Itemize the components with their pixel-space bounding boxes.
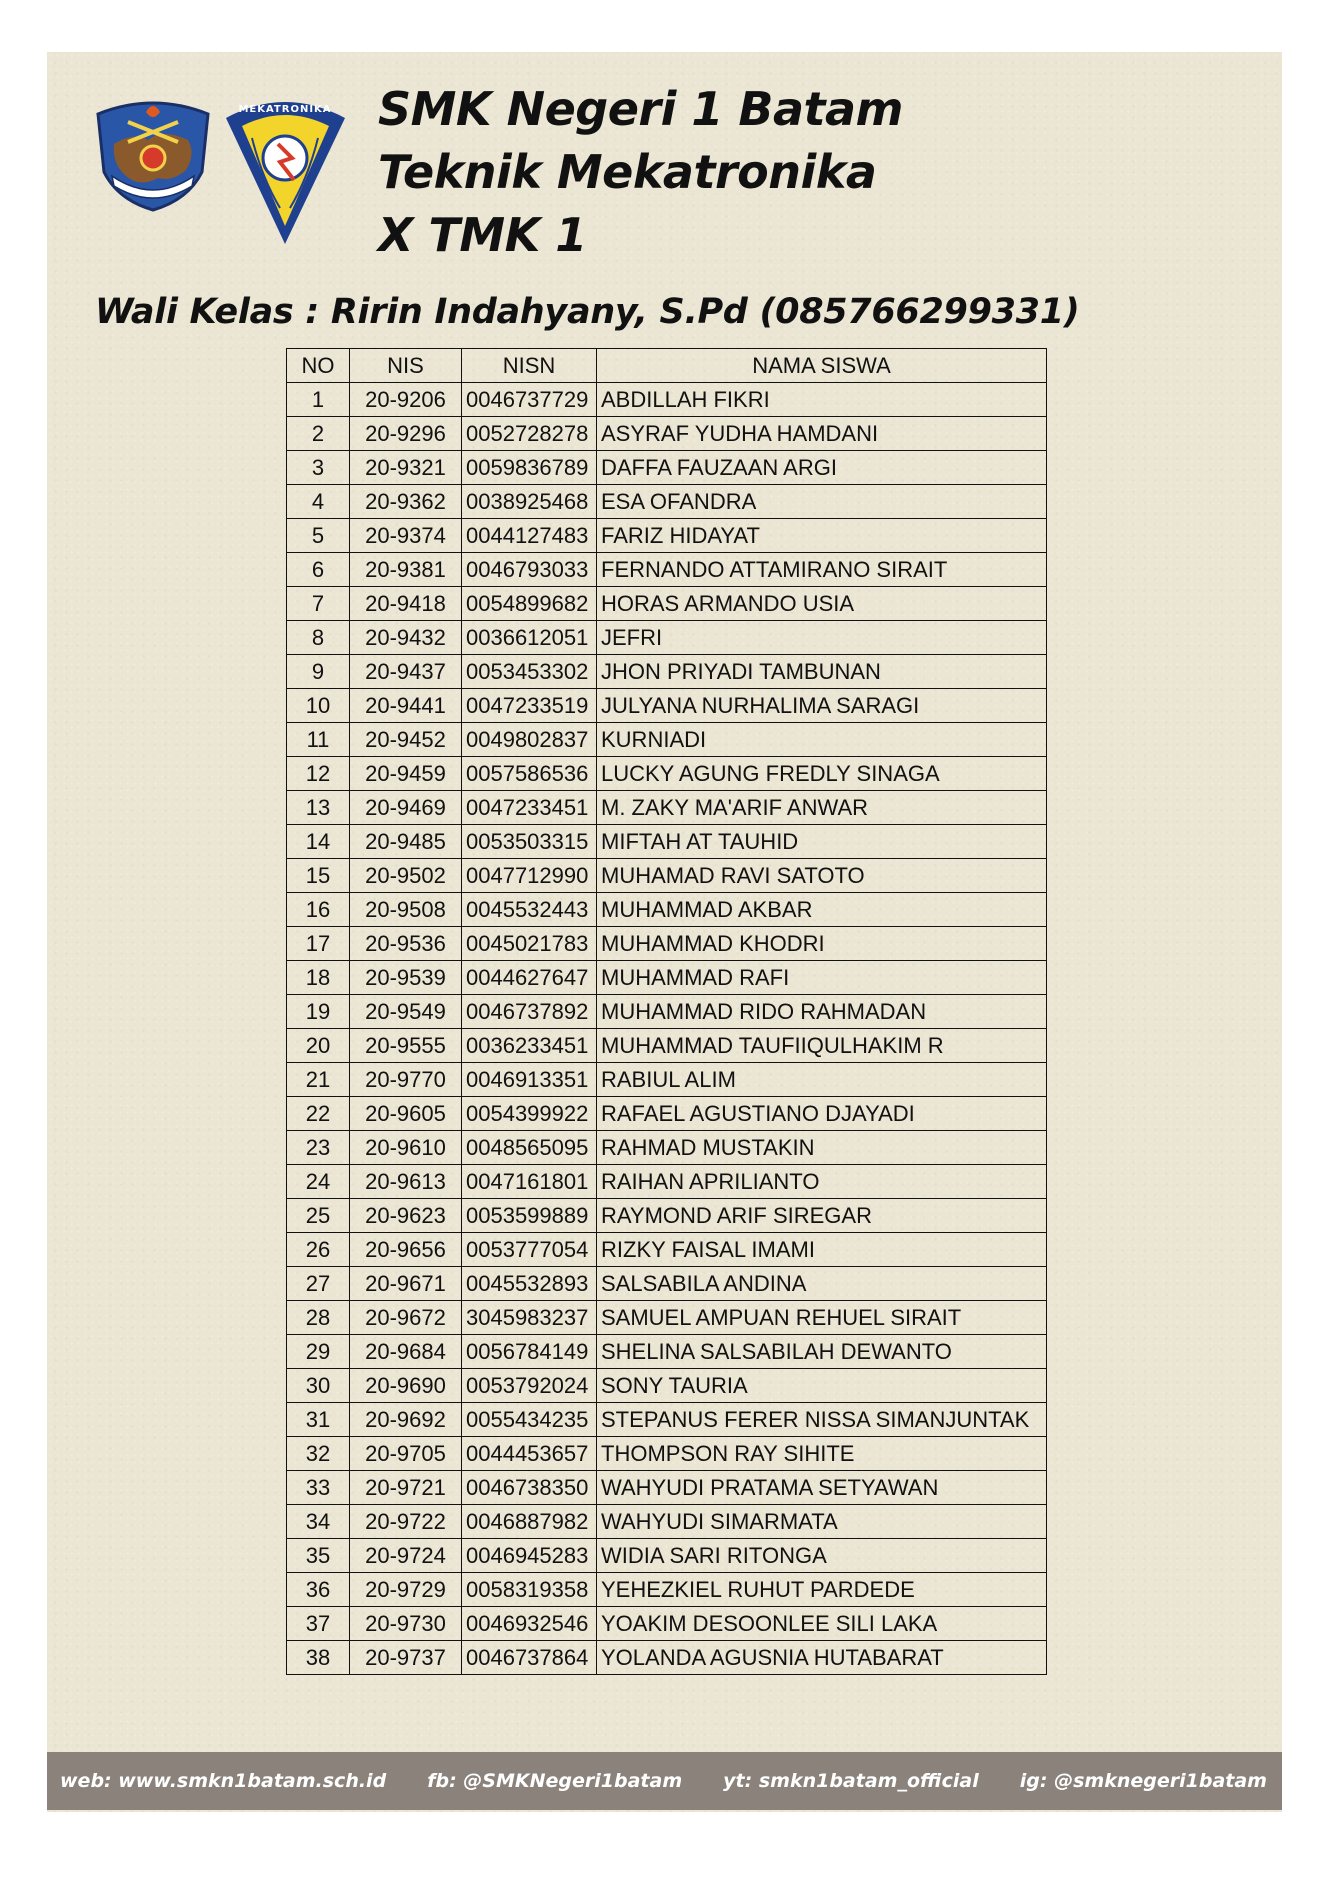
table-row: [287, 1097, 1047, 1131]
header-nisn: NISN: [462, 349, 597, 383]
cell-nisn: 0047712990: [462, 859, 597, 893]
cell-no: 13: [287, 791, 350, 825]
cell-nis: 20-9536: [350, 927, 462, 961]
cell-nisn: 0045021783: [462, 927, 597, 961]
cell-no: 23: [287, 1131, 350, 1165]
table-row: [287, 1301, 1047, 1335]
footer-bar: [47, 1752, 1282, 1810]
table-row: [287, 587, 1047, 621]
cell-nama-siswa: SONY TAURIA: [597, 1369, 1047, 1403]
table-row: [287, 1573, 1047, 1607]
cell-no: 6: [287, 553, 350, 587]
cell-nis: 20-9441: [350, 689, 462, 723]
cell-nama-siswa: ESA OFANDRA: [597, 485, 1047, 519]
cell-nama-siswa: MUHAMMAD KHODRI: [597, 927, 1047, 961]
cell-no: 27: [287, 1267, 350, 1301]
cell-nama-siswa: MUHAMMAD RIDO RAHMADAN: [597, 995, 1047, 1029]
cell-nis: 20-9555: [350, 1029, 462, 1063]
table-row: [287, 451, 1047, 485]
cell-nama-siswa: SAMUEL AMPUAN REHUEL SIRAIT: [597, 1301, 1047, 1335]
table-row: [287, 757, 1047, 791]
cell-nis: 20-9362: [350, 485, 462, 519]
table-row: [287, 1165, 1047, 1199]
table-row: [287, 961, 1047, 995]
cell-nama-siswa: SALSABILA ANDINA: [597, 1267, 1047, 1301]
cell-nis: 20-9724: [350, 1539, 462, 1573]
cell-nama-siswa: RAYMOND ARIF SIREGAR: [597, 1199, 1047, 1233]
table-row: [287, 1403, 1047, 1437]
cell-nisn: 0059836789: [462, 451, 597, 485]
cell-no: 24: [287, 1165, 350, 1199]
svg-text:MEKATRONIKA: MEKATRONIKA: [238, 104, 332, 115]
cell-nisn: 0036233451: [462, 1029, 597, 1063]
table-row: [287, 791, 1047, 825]
cell-nis: 20-9374: [350, 519, 462, 553]
footer-facebook-link[interactable]: fb: @SMKNegeri1batam: [427, 1770, 683, 1792]
cell-nisn: 0044453657: [462, 1437, 597, 1471]
cell-nis: 20-9672: [350, 1301, 462, 1335]
cell-nis: 20-9539: [350, 961, 462, 995]
table-row: [287, 417, 1047, 451]
table-row: [287, 485, 1047, 519]
cell-nisn: 0049802837: [462, 723, 597, 757]
cell-nis: 20-9722: [350, 1505, 462, 1539]
table-row: [287, 1029, 1047, 1063]
table-row: [287, 383, 1047, 417]
cell-nis: 20-9459: [350, 757, 462, 791]
table-row: [287, 1369, 1047, 1403]
cell-nisn: 0046887982: [462, 1505, 597, 1539]
cell-nama-siswa: JULYANA NURHALIMA SARAGI: [597, 689, 1047, 723]
cell-no: 3: [287, 451, 350, 485]
table-row: [287, 655, 1047, 689]
cell-no: 8: [287, 621, 350, 655]
cell-nis: 20-9737: [350, 1641, 462, 1675]
cell-nisn: 0046737892: [462, 995, 597, 1029]
cell-nis: 20-9705: [350, 1437, 462, 1471]
cell-nama-siswa: SHELINA SALSABILAH DEWANTO: [597, 1335, 1047, 1369]
table-row: [287, 825, 1047, 859]
cell-no: 5: [287, 519, 350, 553]
cell-no: 38: [287, 1641, 350, 1675]
cell-no: 12: [287, 757, 350, 791]
header-nis: NIS: [350, 349, 462, 383]
cell-nisn: 0045532893: [462, 1267, 597, 1301]
cell-nis: 20-9296: [350, 417, 462, 451]
cell-nisn: 0047233451: [462, 791, 597, 825]
cell-nama-siswa: MUHAMMAD AKBAR: [597, 893, 1047, 927]
cell-nisn: 0047233519: [462, 689, 597, 723]
cell-nama-siswa: RAHMAD MUSTAKIN: [597, 1131, 1047, 1165]
cell-nama-siswa: JEFRI: [597, 621, 1047, 655]
cell-no: 9: [287, 655, 350, 689]
cell-nama-siswa: FARIZ HIDAYAT: [597, 519, 1047, 553]
header-nama-siswa: NAMA SISWA: [597, 349, 1047, 383]
table-row: [287, 1607, 1047, 1641]
cell-nisn: 0036612051: [462, 621, 597, 655]
cell-nama-siswa: RIZKY FAISAL IMAMI: [597, 1233, 1047, 1267]
table-row: [287, 1471, 1047, 1505]
class-name: X TMK 1: [378, 208, 587, 262]
cell-nama-siswa: ABDILLAH FIKRI: [597, 383, 1047, 417]
table-row: [287, 859, 1047, 893]
table-row: [287, 1267, 1047, 1301]
cell-no: 29: [287, 1335, 350, 1369]
cell-nis: 20-9418: [350, 587, 462, 621]
cell-nisn: 0053792024: [462, 1369, 597, 1403]
cell-no: 20: [287, 1029, 350, 1063]
cell-nis: 20-9729: [350, 1573, 462, 1607]
cell-nama-siswa: HORAS ARMANDO USIA: [597, 587, 1047, 621]
cell-no: 19: [287, 995, 350, 1029]
cell-nisn: 0053503315: [462, 825, 597, 859]
cell-nisn: 0048565095: [462, 1131, 597, 1165]
table-row: [287, 1063, 1047, 1097]
cell-nis: 20-9770: [350, 1063, 462, 1097]
cell-nis: 20-9206: [350, 383, 462, 417]
cell-nama-siswa: KURNIADI: [597, 723, 1047, 757]
cell-nisn: 0046737864: [462, 1641, 597, 1675]
table-row: [287, 519, 1047, 553]
cell-no: 35: [287, 1539, 350, 1573]
homeroom-teacher: Wali Kelas : Ririn Indahyany, S.Pd (085766299331): [95, 292, 1080, 332]
table-row: [287, 689, 1047, 723]
cell-nama-siswa: YEHEZKIEL RUHUT PARDEDE: [597, 1573, 1047, 1607]
cell-nis: 20-9721: [350, 1471, 462, 1505]
cell-no: 7: [287, 587, 350, 621]
cell-no: 1: [287, 383, 350, 417]
table-row: [287, 1199, 1047, 1233]
cell-nama-siswa: MUHAMAD RAVI SATOTO: [597, 859, 1047, 893]
cell-no: 34: [287, 1505, 350, 1539]
cell-no: 31: [287, 1403, 350, 1437]
school-logo: [88, 92, 218, 212]
cell-nama-siswa: YOAKIM DESOONLEE SILI LAKA: [597, 1607, 1047, 1641]
cell-nama-siswa: MIFTAH AT TAUHID: [597, 825, 1047, 859]
cell-nisn: 0046737729: [462, 383, 597, 417]
cell-nis: 20-9381: [350, 553, 462, 587]
cell-nisn: 0047161801: [462, 1165, 597, 1199]
cell-nisn: 0044127483: [462, 519, 597, 553]
cell-no: 36: [287, 1573, 350, 1607]
footer-youtube-link[interactable]: yt: smkn1batam_official: [723, 1770, 979, 1792]
cell-nama-siswa: YOLANDA AGUSNIA HUTABARAT: [597, 1641, 1047, 1675]
cell-nis: 20-9605: [350, 1097, 462, 1131]
cell-nisn: 0046913351: [462, 1063, 597, 1097]
cell-nama-siswa: RAIHAN APRILIANTO: [597, 1165, 1047, 1199]
mekatronika-logo: [218, 88, 353, 248]
cell-no: 21: [287, 1063, 350, 1097]
cell-nama-siswa: RAFAEL AGUSTIANO DJAYADI: [597, 1097, 1047, 1131]
table-row: [287, 1131, 1047, 1165]
cell-nis: 20-9432: [350, 621, 462, 655]
cell-nisn: 0054399922: [462, 1097, 597, 1131]
cell-nis: 20-9502: [350, 859, 462, 893]
cell-nis: 20-9684: [350, 1335, 462, 1369]
table-row: [287, 1641, 1047, 1675]
table-row: [287, 995, 1047, 1029]
student-table: [286, 348, 1047, 1675]
cell-nis: 20-9549: [350, 995, 462, 1029]
cell-nisn: 0054899682: [462, 587, 597, 621]
cell-nisn: 0046932546: [462, 1607, 597, 1641]
cell-nama-siswa: LUCKY AGUNG FREDLY SINAGA: [597, 757, 1047, 791]
cell-nisn: 0053599889: [462, 1199, 597, 1233]
cell-nama-siswa: ASYRAF YUDHA HAMDANI: [597, 417, 1047, 451]
cell-no: 28: [287, 1301, 350, 1335]
header-no: NO: [287, 349, 350, 383]
cell-nis: 20-9437: [350, 655, 462, 689]
department-name: Teknik Mekatronika: [378, 145, 877, 199]
cell-no: 33: [287, 1471, 350, 1505]
cell-no: 11: [287, 723, 350, 757]
table-row: [287, 621, 1047, 655]
cell-no: 26: [287, 1233, 350, 1267]
cell-nis: 20-9613: [350, 1165, 462, 1199]
cell-no: 22: [287, 1097, 350, 1131]
table-row: [287, 1233, 1047, 1267]
table-row: [287, 927, 1047, 961]
cell-nis: 20-9469: [350, 791, 462, 825]
cell-nama-siswa: M. ZAKY MA'ARIF ANWAR: [597, 791, 1047, 825]
cell-nis: 20-9671: [350, 1267, 462, 1301]
cell-nisn: 0055434235: [462, 1403, 597, 1437]
table-row: [287, 723, 1047, 757]
cell-no: 2: [287, 417, 350, 451]
cell-no: 15: [287, 859, 350, 893]
cell-nisn: 0046945283: [462, 1539, 597, 1573]
cell-nama-siswa: WIDIA SARI RITONGA: [597, 1539, 1047, 1573]
cell-nisn: 0053777054: [462, 1233, 597, 1267]
cell-nisn: 0058319358: [462, 1573, 597, 1607]
cell-nis: 20-9321: [350, 451, 462, 485]
cell-nisn: 0056784149: [462, 1335, 597, 1369]
cell-no: 4: [287, 485, 350, 519]
table-row: [287, 553, 1047, 587]
cell-nama-siswa: MUHAMMAD RAFI: [597, 961, 1047, 995]
cell-no: 18: [287, 961, 350, 995]
cell-nis: 20-9690: [350, 1369, 462, 1403]
cell-no: 37: [287, 1607, 350, 1641]
cell-nis: 20-9692: [350, 1403, 462, 1437]
cell-nisn: 0046738350: [462, 1471, 597, 1505]
cell-nis: 20-9452: [350, 723, 462, 757]
cell-nama-siswa: THOMPSON RAY SIHITE: [597, 1437, 1047, 1471]
table-header-row: [287, 349, 1047, 383]
cell-no: 30: [287, 1369, 350, 1403]
student-rows: [287, 383, 1047, 1675]
cell-nama-siswa: WAHYUDI PRATAMA SETYAWAN: [597, 1471, 1047, 1505]
cell-nisn: 0038925468: [462, 485, 597, 519]
table-row: [287, 1539, 1047, 1573]
cell-nisn: 0057586536: [462, 757, 597, 791]
cell-no: 10: [287, 689, 350, 723]
table-row: [287, 1437, 1047, 1471]
cell-nisn: 0044627647: [462, 961, 597, 995]
cell-nisn: 0052728278: [462, 417, 597, 451]
cell-nis: 20-9623: [350, 1199, 462, 1233]
cell-nis: 20-9656: [350, 1233, 462, 1267]
cell-nama-siswa: MUHAMMAD TAUFIIQULHAKIM R: [597, 1029, 1047, 1063]
footer-instagram-link[interactable]: ig: @smknegeri1batam: [1019, 1770, 1267, 1792]
cell-no: 14: [287, 825, 350, 859]
cell-nis: 20-9730: [350, 1607, 462, 1641]
cell-nama-siswa: STEPANUS FERER NISSA SIMANJUNTAK: [597, 1403, 1047, 1437]
cell-nama-siswa: FERNANDO ATTAMIRANO SIRAIT: [597, 553, 1047, 587]
school-name: SMK Negeri 1 Batam: [378, 82, 903, 136]
cell-nisn: 0045532443: [462, 893, 597, 927]
table-row: [287, 1505, 1047, 1539]
cell-nama-siswa: RABIUL ALIM: [597, 1063, 1047, 1097]
cell-nisn: 0046793033: [462, 553, 597, 587]
cell-no: 32: [287, 1437, 350, 1471]
cell-nis: 20-9485: [350, 825, 462, 859]
cell-no: 17: [287, 927, 350, 961]
cell-nisn: 3045983237: [462, 1301, 597, 1335]
cell-no: 25: [287, 1199, 350, 1233]
cell-no: 16: [287, 893, 350, 927]
cell-nama-siswa: JHON PRIYADI TAMBUNAN: [597, 655, 1047, 689]
cell-nama-siswa: DAFFA FAUZAAN ARGI: [597, 451, 1047, 485]
cell-nis: 20-9508: [350, 893, 462, 927]
table-row: [287, 893, 1047, 927]
cell-nama-siswa: WAHYUDI SIMARMATA: [597, 1505, 1047, 1539]
cell-nis: 20-9610: [350, 1131, 462, 1165]
footer-web-link[interactable]: web: www.smkn1batam.sch.id: [60, 1770, 387, 1792]
cell-nisn: 0053453302: [462, 655, 597, 689]
table-row: [287, 1335, 1047, 1369]
